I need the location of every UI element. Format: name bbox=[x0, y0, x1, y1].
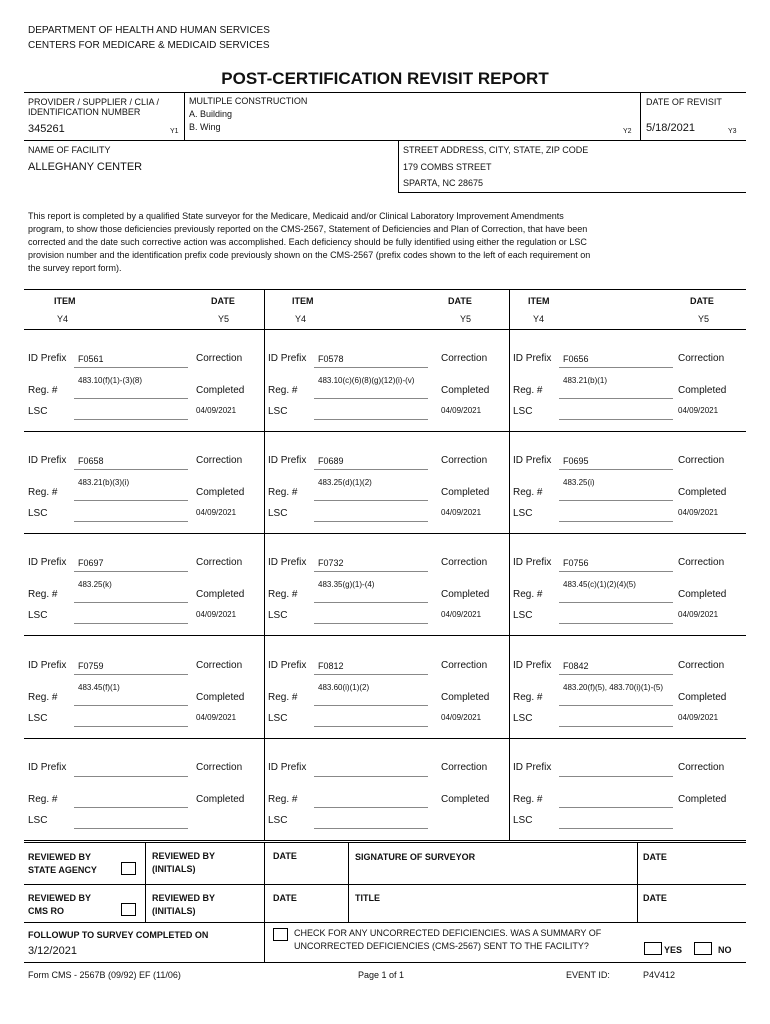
provider-code: Y1 bbox=[170, 128, 179, 135]
correction-label: Correction bbox=[678, 762, 725, 773]
id-prefix-value[interactable]: F0756 bbox=[563, 558, 589, 568]
reg-value[interactable]: 483.35(g)(1)-(4) bbox=[318, 580, 375, 589]
col-date-code-3: Y5 bbox=[698, 314, 710, 324]
completed-date[interactable]: 04/09/2021 bbox=[441, 508, 482, 517]
lsc-label: LSC bbox=[513, 508, 533, 519]
completed-date[interactable]: 04/09/2021 bbox=[441, 610, 482, 619]
construction-label: MULTIPLE CONSTRUCTION bbox=[189, 96, 308, 106]
reg-value[interactable]: 483.20(f)(5), 483.70(i)(1)-(5) bbox=[563, 683, 664, 692]
lsc-label: LSC bbox=[28, 815, 48, 826]
lsc-label: LSC bbox=[268, 508, 288, 519]
col-date-2: DATE bbox=[448, 296, 472, 306]
correction-label: Correction bbox=[441, 455, 488, 466]
deficiency-item bbox=[24, 330, 264, 432]
id-prefix-value[interactable]: F0658 bbox=[78, 456, 104, 466]
lsc-label: LSC bbox=[268, 406, 288, 417]
no-checkbox[interactable] bbox=[694, 942, 712, 955]
signature-label: SIGNATURE OF SURVEYOR bbox=[355, 852, 476, 862]
id-prefix-value[interactable]: F0697 bbox=[78, 558, 104, 568]
correction-label: Correction bbox=[196, 762, 243, 773]
id-prefix-label: ID Prefix bbox=[268, 455, 307, 466]
deficiency-item bbox=[509, 534, 746, 636]
revisit-code: Y3 bbox=[728, 128, 737, 135]
lsc-label: LSC bbox=[513, 406, 533, 417]
reg-value[interactable]: 483.45(f)(1) bbox=[78, 683, 120, 692]
reg-value[interactable]: 483.21(b)(3)(i) bbox=[78, 478, 130, 487]
reg-label: Reg. # bbox=[268, 589, 298, 600]
completed-label: Completed bbox=[196, 692, 245, 703]
correction-label: Correction bbox=[441, 660, 488, 671]
completed-label: Completed bbox=[196, 794, 245, 805]
event-id: P4V412 bbox=[643, 970, 676, 980]
reg-label: Reg. # bbox=[513, 385, 543, 396]
completed-label: Completed bbox=[441, 589, 490, 600]
id-prefix-label: ID Prefix bbox=[28, 557, 67, 568]
correction-label: Correction bbox=[441, 353, 488, 364]
address-city: SPARTA, NC 28675 bbox=[403, 178, 484, 188]
reg-value[interactable]: 483.60(i)(1)(2) bbox=[318, 683, 370, 692]
correction-label: Correction bbox=[196, 557, 243, 568]
id-prefix-value[interactable]: F0759 bbox=[78, 661, 104, 671]
lsc-label: LSC bbox=[28, 610, 48, 621]
page-title: POST-CERTIFICATION REVISIT REPORT bbox=[221, 69, 549, 88]
reg-value[interactable]: 483.25(i) bbox=[563, 478, 595, 487]
id-prefix-value[interactable]: F0689 bbox=[318, 456, 344, 466]
reg-label: Reg. # bbox=[513, 589, 543, 600]
completed-label: Completed bbox=[441, 385, 490, 396]
page-number: Page 1 of 1 bbox=[358, 970, 405, 980]
deficiency-item bbox=[24, 534, 264, 636]
id-prefix-label: ID Prefix bbox=[28, 762, 67, 773]
completed-label: Completed bbox=[678, 385, 727, 396]
correction-label: Correction bbox=[196, 660, 243, 671]
event-id-label: EVENT ID: bbox=[566, 970, 610, 980]
correction-label: Correction bbox=[678, 557, 725, 568]
id-prefix-label: ID Prefix bbox=[28, 455, 67, 466]
id-prefix-label: ID Prefix bbox=[268, 660, 307, 671]
id-prefix-label: ID Prefix bbox=[513, 660, 552, 671]
correction-label: Correction bbox=[441, 557, 488, 568]
completed-date[interactable]: 04/09/2021 bbox=[678, 508, 719, 517]
deficiency-item bbox=[509, 432, 746, 534]
correction-label: Correction bbox=[678, 455, 725, 466]
construction-code: Y2 bbox=[623, 128, 632, 135]
revisit-date: 5/18/2021 bbox=[646, 122, 695, 134]
uncorrected-checkbox[interactable] bbox=[273, 928, 288, 941]
followup-date: 3/12/2021 bbox=[28, 945, 77, 957]
reg-value[interactable]: 483.25(k) bbox=[78, 580, 112, 589]
id-prefix-label: ID Prefix bbox=[513, 353, 552, 364]
deficiency-item bbox=[24, 637, 264, 739]
deficiency-item bbox=[264, 330, 509, 432]
id-prefix-value[interactable]: F0561 bbox=[78, 354, 104, 364]
id-prefix-label: ID Prefix bbox=[513, 557, 552, 568]
col-date-code-2: Y5 bbox=[460, 314, 472, 324]
reg-label: Reg. # bbox=[268, 385, 298, 396]
completed-label: Completed bbox=[441, 794, 490, 805]
completed-label: Completed bbox=[678, 589, 727, 600]
address-street: 179 COMBS STREET bbox=[403, 162, 492, 172]
lsc-label: LSC bbox=[268, 815, 288, 826]
completed-label: Completed bbox=[196, 589, 245, 600]
completed-label: Completed bbox=[441, 692, 490, 703]
address-label: STREET ADDRESS, CITY, STATE, ZIP CODE bbox=[403, 145, 589, 155]
completed-label: Completed bbox=[678, 794, 727, 805]
lsc-label: LSC bbox=[28, 508, 48, 519]
correction-label: Correction bbox=[678, 660, 725, 671]
id-prefix-value[interactable]: F0656 bbox=[563, 354, 589, 364]
provider-label-2: IDENTIFICATION NUMBER bbox=[28, 107, 141, 117]
no-label: NO bbox=[718, 945, 732, 955]
id-prefix-value[interactable]: F0578 bbox=[318, 354, 344, 364]
reg-label: Reg. # bbox=[28, 385, 58, 396]
revisit-date-label: DATE OF REVISIT bbox=[646, 97, 722, 107]
form-number: Form CMS - 2567B (09/92) EF (11/06) bbox=[28, 970, 181, 980]
lsc-label: LSC bbox=[28, 406, 48, 417]
uncorrected-question: CHECK FOR ANY UNCORRECTED DEFICIENCIES. WAS A SUMMARY OF bbox=[294, 928, 602, 938]
deficiency-item bbox=[264, 637, 509, 739]
completed-date[interactable]: 04/09/2021 bbox=[196, 508, 237, 517]
reg-value[interactable]: 483.10(c)(6)(8)(g)(12)(i)-(v) bbox=[318, 376, 415, 385]
completed-label: Completed bbox=[196, 385, 245, 396]
lsc-label: LSC bbox=[513, 815, 533, 826]
instructions: This report is completed by a qualified State surveyor for the Medicare, Medicaid and/or Clinical Laboratory Improvement Amendments program, to show those deficiencies previously reported on the CMS-2567, Statement of Deficiencies and Plan of Correction, that have been corrected and the date such corrective action was accomplished. Each deficiency should be fully identified using either the regulation or LSC provision number and the identification prefix code previously shown on the CMS-2567 (prefix codes shown to the left of each requirement on the survey report form). bbox=[28, 211, 591, 273]
state-initials-label: REVIEWED BY bbox=[152, 851, 216, 861]
deficiency-item bbox=[264, 432, 509, 534]
id-prefix-label: ID Prefix bbox=[28, 353, 67, 364]
id-prefix-value[interactable]: F0732 bbox=[318, 558, 344, 568]
department-line: DEPARTMENT OF HEALTH AND HUMAN SERVICES bbox=[28, 25, 270, 36]
provider-label: PROVIDER / SUPPLIER / CLIA / bbox=[28, 97, 160, 107]
col-date-1: DATE bbox=[211, 296, 235, 306]
id-prefix-value[interactable]: F0695 bbox=[563, 456, 589, 466]
lsc-label: LSC bbox=[513, 713, 533, 724]
col-item-code-2: Y4 bbox=[295, 314, 307, 324]
cms-initials-label-2: (INITIALS) bbox=[152, 906, 196, 916]
reg-label: Reg. # bbox=[28, 794, 58, 805]
reg-value[interactable]: 483.21(b)(1) bbox=[563, 376, 608, 385]
col-item-code-1: Y4 bbox=[57, 314, 69, 324]
deficiency-item bbox=[24, 432, 264, 534]
title-date-label: DATE bbox=[643, 893, 667, 903]
lsc-label: LSC bbox=[268, 610, 288, 621]
uncorrected-question-2: UNCORRECTED DEFICIENCIES (CMS-2567) SENT TO THE FACILITY? bbox=[294, 941, 589, 951]
facility-name: ALLEGHANY CENTER bbox=[28, 161, 143, 173]
id-prefix-label: ID Prefix bbox=[268, 762, 307, 773]
reg-label: Reg. # bbox=[28, 589, 58, 600]
state-date-label: DATE bbox=[273, 851, 297, 861]
reg-label: Reg. # bbox=[268, 794, 298, 805]
reg-label: Reg. # bbox=[268, 487, 298, 498]
deficiency-item bbox=[24, 739, 264, 841]
title-label: TITLE bbox=[355, 893, 380, 903]
id-prefix-value[interactable]: F0812 bbox=[318, 661, 344, 671]
reg-label: Reg. # bbox=[513, 794, 543, 805]
reg-label: Reg. # bbox=[268, 692, 298, 703]
cms-initials-label: REVIEWED BY bbox=[152, 893, 216, 903]
lsc-label: LSC bbox=[28, 713, 48, 724]
col-item-2: ITEM bbox=[292, 296, 314, 306]
deficiency-item bbox=[264, 739, 509, 841]
correction-label: Correction bbox=[678, 353, 725, 364]
correction-label: Correction bbox=[196, 353, 243, 364]
col-date-3: DATE bbox=[690, 296, 714, 306]
deficiency-item bbox=[509, 739, 746, 841]
col-date-code-1: Y5 bbox=[218, 314, 230, 324]
col-item-1: ITEM bbox=[54, 296, 76, 306]
reg-label: Reg. # bbox=[28, 692, 58, 703]
completed-label: Completed bbox=[678, 487, 727, 498]
deficiency-item bbox=[509, 330, 746, 432]
construction-wing: B. Wing bbox=[189, 122, 221, 132]
completed-label: Completed bbox=[441, 487, 490, 498]
reg-value[interactable]: 483.25(d)(1)(2) bbox=[318, 478, 372, 487]
completed-date[interactable]: 04/09/2021 bbox=[678, 610, 719, 619]
reg-value[interactable]: 483.10(f)(1)-(3)(8) bbox=[78, 376, 143, 385]
deficiency-item bbox=[264, 534, 509, 636]
cms-review-label: REVIEWED BY bbox=[28, 893, 92, 903]
col-item-code-3: Y4 bbox=[533, 314, 545, 324]
completed-label: Completed bbox=[678, 692, 727, 703]
reg-value[interactable]: 483.45(c)(1)(2)(4)(5) bbox=[563, 580, 636, 589]
id-prefix-label: ID Prefix bbox=[28, 660, 67, 671]
cms-review-label-2: CMS RO bbox=[28, 906, 64, 916]
state-review-label-2: STATE AGENCY bbox=[28, 865, 97, 875]
deficiency-item bbox=[509, 637, 746, 739]
provider-number: 345261 bbox=[28, 123, 65, 135]
completed-date[interactable]: 04/09/2021 bbox=[196, 610, 237, 619]
completed-date[interactable]: 04/09/2021 bbox=[196, 713, 237, 722]
id-prefix-label: ID Prefix bbox=[513, 762, 552, 773]
id-prefix-label: ID Prefix bbox=[268, 557, 307, 568]
completed-date[interactable]: 04/09/2021 bbox=[441, 406, 482, 415]
correction-label: Correction bbox=[441, 762, 488, 773]
cms-date-label: DATE bbox=[273, 893, 297, 903]
yes-checkbox[interactable] bbox=[644, 942, 662, 955]
state-review-label: REVIEWED BY bbox=[28, 852, 92, 862]
reg-label: Reg. # bbox=[28, 487, 58, 498]
reg-label: Reg. # bbox=[513, 692, 543, 703]
lsc-label: LSC bbox=[268, 713, 288, 724]
completed-date[interactable]: 04/09/2021 bbox=[678, 406, 719, 415]
id-prefix-label: ID Prefix bbox=[268, 353, 307, 364]
followup-label: FOLLOWUP TO SURVEY COMPLETED ON bbox=[28, 930, 209, 940]
state-agency-checkbox[interactable] bbox=[121, 862, 136, 875]
state-initials-label-2: (INITIALS) bbox=[152, 864, 196, 874]
yes-label: YES bbox=[664, 945, 683, 955]
facility-name-label: NAME OF FACILITY bbox=[28, 145, 111, 155]
completed-date[interactable]: 04/09/2021 bbox=[196, 406, 237, 415]
reg-label: Reg. # bbox=[513, 487, 543, 498]
correction-label: Correction bbox=[196, 455, 243, 466]
cms-ro-checkbox[interactable] bbox=[121, 903, 136, 916]
signature-date-label: DATE bbox=[643, 852, 667, 862]
construction-building: A. Building bbox=[189, 109, 233, 119]
lsc-label: LSC bbox=[513, 610, 533, 621]
completed-date[interactable]: 04/09/2021 bbox=[441, 713, 482, 722]
completed-date[interactable]: 04/09/2021 bbox=[678, 713, 719, 722]
id-prefix-label: ID Prefix bbox=[513, 455, 552, 466]
agency-line: CENTERS FOR MEDICARE & MEDICAID SERVICES bbox=[28, 40, 270, 51]
col-item-3: ITEM bbox=[528, 296, 550, 306]
id-prefix-value[interactable]: F0842 bbox=[563, 661, 589, 671]
completed-label: Completed bbox=[196, 487, 245, 498]
